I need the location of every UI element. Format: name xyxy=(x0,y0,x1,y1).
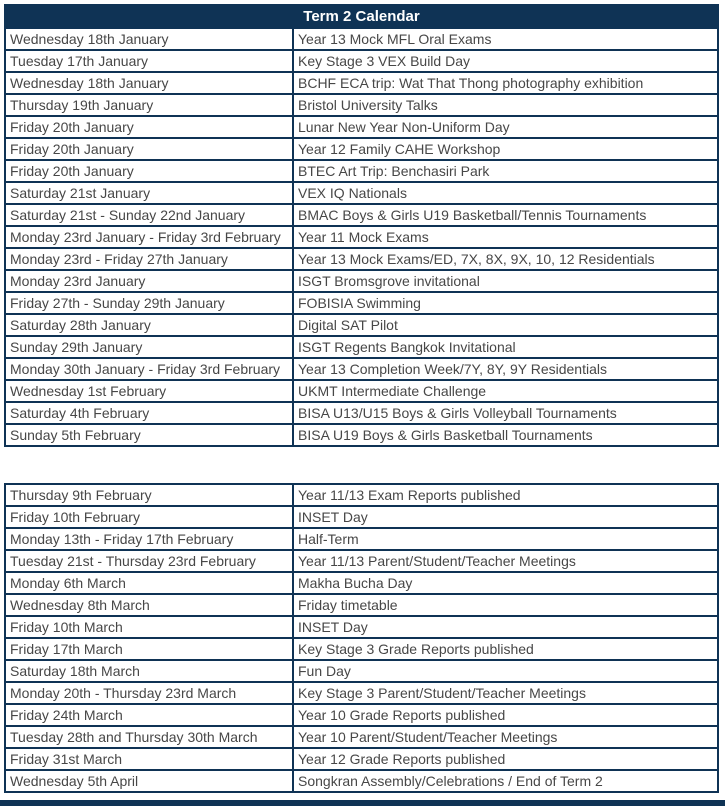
event-cell: Songkran Assembly/Celebrations / End of Term 2 xyxy=(293,770,718,792)
date-cell: Sunday 5th February xyxy=(5,424,293,446)
date-cell: Saturday 21st - Sunday 22nd January xyxy=(5,204,293,226)
date-cell: Friday 10th March xyxy=(5,616,293,638)
event-cell: Year 10 Grade Reports published xyxy=(293,704,718,726)
date-cell: Thursday 19th January xyxy=(5,94,293,116)
date-cell: Monday 23rd January - Friday 3rd February xyxy=(5,226,293,248)
table-row xyxy=(5,748,718,770)
section1-body xyxy=(5,28,718,446)
event-cell: Year 11 Mock Exams xyxy=(293,226,718,248)
date-cell: Friday 31st March xyxy=(5,748,293,770)
event-cell: INSET Day xyxy=(293,616,718,638)
table-row xyxy=(5,638,718,660)
date-cell: Saturday 4th February xyxy=(5,402,293,424)
date-cell: Wednesday 1st February xyxy=(5,380,293,402)
event-cell: INSET Day xyxy=(293,506,718,528)
table-row xyxy=(5,616,718,638)
event-cell: Digital SAT Pilot xyxy=(293,314,718,336)
term2-table-section2 xyxy=(4,483,719,793)
table-row xyxy=(5,704,718,726)
table-row xyxy=(5,336,718,358)
date-cell: Monday 23rd - Friday 27th January xyxy=(5,248,293,270)
date-cell: Friday 20th January xyxy=(5,160,293,182)
date-cell: Monday 23rd January xyxy=(5,270,293,292)
date-cell: Wednesday 18th January xyxy=(5,72,293,94)
date-cell: Tuesday 17th January xyxy=(5,50,293,72)
table-row xyxy=(5,572,718,594)
date-cell: Friday 27th - Sunday 29th January xyxy=(5,292,293,314)
date-cell: Monday 6th March xyxy=(5,572,293,594)
date-cell: Saturday 28th January xyxy=(5,314,293,336)
event-cell: ISGT Bromsgrove invitational xyxy=(293,270,718,292)
date-cell: Wednesday 18th January xyxy=(5,28,293,50)
table-row xyxy=(5,226,718,248)
date-cell: Monday 20th - Thursday 23rd March xyxy=(5,682,293,704)
table-row xyxy=(5,50,718,72)
table-row xyxy=(5,484,718,506)
table-row xyxy=(5,682,718,704)
date-cell: Friday 17th March xyxy=(5,638,293,660)
event-cell: Key Stage 3 VEX Build Day xyxy=(293,50,718,72)
date-cell: Monday 13th - Friday 17th February xyxy=(5,528,293,550)
table-row xyxy=(5,358,718,380)
table-row xyxy=(5,380,718,402)
term2-table-section1 xyxy=(4,4,719,447)
table-row xyxy=(5,182,718,204)
date-cell: Friday 10th February xyxy=(5,506,293,528)
event-cell: Year 13 Mock MFL Oral Exams xyxy=(293,28,718,50)
table-row xyxy=(5,660,718,682)
event-cell: BMAC Boys & Girls U19 Basketball/Tennis Tournaments xyxy=(293,204,718,226)
event-cell: BISA U19 Boys & Girls Basketball Tournaments xyxy=(293,424,718,446)
table-row xyxy=(5,770,718,792)
event-cell: Year 13 Mock Exams/ED, 7X, 8X, 9X, 10, 12 Residentials xyxy=(293,248,718,270)
date-cell: Sunday 29th January xyxy=(5,336,293,358)
date-cell: Wednesday 5th April xyxy=(5,770,293,792)
event-cell: Year 12 Family CAHE Workshop xyxy=(293,138,718,160)
table-row xyxy=(5,594,718,616)
date-cell: Tuesday 21st - Thursday 23rd February xyxy=(5,550,293,572)
bottom-border-bar xyxy=(0,800,725,806)
date-cell: Friday 20th January xyxy=(5,116,293,138)
event-cell: Fun Day xyxy=(293,660,718,682)
date-cell: Wednesday 8th March xyxy=(5,594,293,616)
table-row xyxy=(5,94,718,116)
date-cell: Saturday 18th March xyxy=(5,660,293,682)
event-cell: Year 13 Completion Week/7Y, 8Y, 9Y Residentials xyxy=(293,358,718,380)
event-cell: Lunar New Year Non-Uniform Day xyxy=(293,116,718,138)
event-cell: ISGT Regents Bangkok Invitational xyxy=(293,336,718,358)
event-cell: Year 11/13 Exam Reports published xyxy=(293,484,718,506)
table-row xyxy=(5,506,718,528)
event-cell: UKMT Intermediate Challenge xyxy=(293,380,718,402)
event-cell: Year 10 Parent/Student/Teacher Meetings xyxy=(293,726,718,748)
table-row xyxy=(5,204,718,226)
event-cell: Half-Term xyxy=(293,528,718,550)
table-row xyxy=(5,160,718,182)
date-cell: Friday 20th January xyxy=(5,138,293,160)
event-cell: VEX IQ Nationals xyxy=(293,182,718,204)
event-cell: Year 11/13 Parent/Student/Teacher Meetings xyxy=(293,550,718,572)
table-row xyxy=(5,270,718,292)
table-title: Term 2 Calendar xyxy=(5,5,718,28)
date-cell: Friday 24th March xyxy=(5,704,293,726)
event-cell: Bristol University Talks xyxy=(293,94,718,116)
event-cell: FOBISIA Swimming xyxy=(293,292,718,314)
event-cell: Key Stage 3 Parent/Student/Teacher Meetings xyxy=(293,682,718,704)
table-row xyxy=(5,72,718,94)
table-row xyxy=(5,402,718,424)
event-cell: BCHF ECA trip: Wat That Thong photography exhibition xyxy=(293,72,718,94)
date-cell: Monday 30th January - Friday 3rd February xyxy=(5,358,293,380)
event-cell: BISA U13/U15 Boys & Girls Volleyball Tournaments xyxy=(293,402,718,424)
table-row xyxy=(5,726,718,748)
section2-body xyxy=(5,484,718,792)
table-row xyxy=(5,424,718,446)
date-cell: Thursday 9th February xyxy=(5,484,293,506)
event-cell: Year 12 Grade Reports published xyxy=(293,748,718,770)
date-cell: Tuesday 28th and Thursday 30th March xyxy=(5,726,293,748)
table-row xyxy=(5,550,718,572)
event-cell: Friday timetable xyxy=(293,594,718,616)
table-row xyxy=(5,292,718,314)
table-row xyxy=(5,248,718,270)
table-row xyxy=(5,116,718,138)
table-row xyxy=(5,28,718,50)
event-cell: Makha Bucha Day xyxy=(293,572,718,594)
date-cell: Saturday 21st January xyxy=(5,182,293,204)
table-row xyxy=(5,314,718,336)
event-cell: BTEC Art Trip: Benchasiri Park xyxy=(293,160,718,182)
event-cell: Key Stage 3 Grade Reports published xyxy=(293,638,718,660)
table-header-row xyxy=(5,5,718,28)
table-row xyxy=(5,528,718,550)
table-row xyxy=(5,138,718,160)
